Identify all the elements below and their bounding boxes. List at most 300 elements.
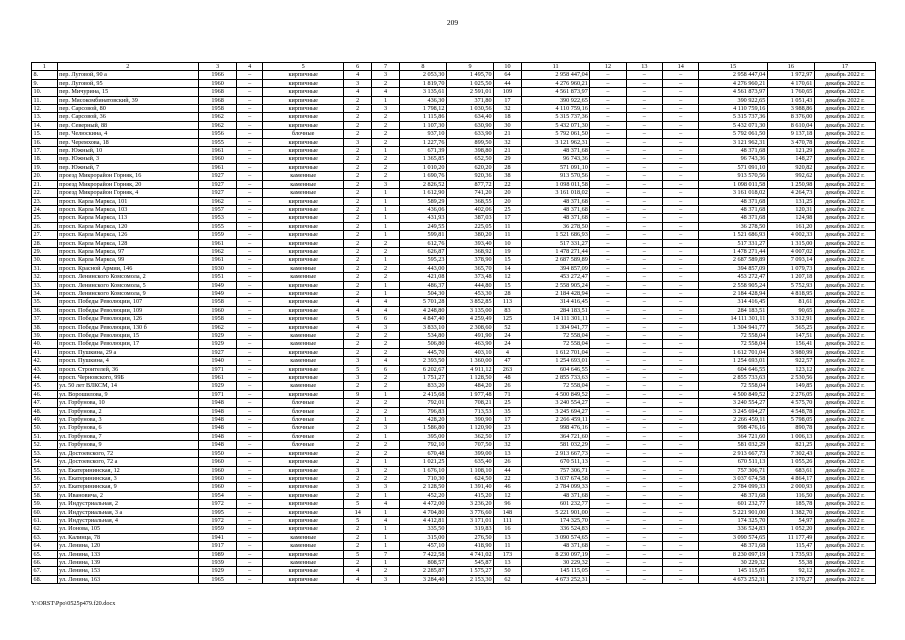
column-number-13: 13 [626,63,662,71]
table-cell-col-6: 4 [344,306,372,314]
table-cell-col-9: 634,40 [446,113,493,121]
table-cell-col-17: декабрь 2022 г. [814,189,875,197]
table-cell-col-4: – [237,306,263,314]
table-cell-col-8: 335,50 [399,525,446,533]
table-cell-col-8: 315,00 [399,533,446,541]
table-cell-col-9: 453,30 [446,289,493,297]
table-cell-col-14: – [663,256,699,264]
table-cell-col-4: – [237,163,263,171]
table-cell-col-4: – [237,466,263,474]
table-cell-col-17: декабрь 2022 г. [814,105,875,113]
table-cell-col-11: 4 500 849,52 [521,390,589,398]
table-row [32,105,876,113]
table-cell-col-8: 796,83 [399,407,446,415]
table-cell-col-17: декабрь 2022 г. [814,449,875,457]
table-cell-col-9: 713,53 [446,407,493,415]
table-cell-col-13: – [626,516,662,524]
table-cell-col-12: – [590,231,626,239]
table-cell-col-5: каменные [263,189,344,197]
table-cell-col-10: 44 [494,79,522,87]
table-cell-col-4: – [237,155,263,163]
table-cell-col-9: 402,06 [446,205,493,213]
table-cell-col-14: – [663,575,699,583]
table-cell-col-1: 24. [32,205,58,213]
table-cell-col-14: – [663,474,699,482]
table-cell-col-4: – [237,407,263,415]
table-row [32,155,876,163]
table-cell-col-2: ул. Достоевского, 72 [57,449,198,457]
table-cell-col-5: кирпичные [263,483,344,491]
table-cell-col-7: 3 [372,323,400,331]
table-cell-col-6: 2 [344,332,372,340]
table-cell-col-15: 913 570,56 [699,172,767,180]
table-cell-col-11: 48 371,68 [521,491,589,499]
table-cell-col-3: 1929 [198,382,237,390]
table-cell-col-8: 2 053,30 [399,71,446,79]
table-cell-col-15: 5 432 071,30 [699,121,767,129]
table-cell-col-5: блочные [263,130,344,138]
table-cell-col-1: 63. [32,533,58,541]
table-cell-col-13: – [626,382,662,390]
table-cell-col-10: 30 [494,121,522,129]
table-cell-col-11: 48 371,68 [521,214,589,222]
table-cell-col-15: 96 743,36 [699,155,767,163]
table-cell-col-10: 11 [494,222,522,230]
table-cell-col-3: 1927 [198,180,237,188]
table-cell-col-10: 48 [494,374,522,382]
table-cell-col-7: 2 [372,449,400,457]
table-cell-col-2: пер. Черемхова, 18 [57,138,198,146]
table-cell-col-3: 1960 [198,155,237,163]
table-cell-col-8: 428,20 [399,416,446,424]
table-cell-col-10: 24 [494,332,522,340]
table-row [32,315,876,323]
table-cell-col-4: – [237,205,263,213]
table-cell-col-13: – [626,441,662,449]
table-cell-col-7: 2 [372,399,400,407]
table-cell-col-16: 2 000,93 [767,483,814,491]
table-cell-col-16: 3 988,86 [767,105,814,113]
table-cell-col-4: – [237,382,263,390]
table-cell-col-17: декабрь 2022 г. [814,130,875,138]
table-cell-col-10: 96 [494,500,522,508]
table-cell-col-8: 4 248,80 [399,306,446,314]
table-row [32,231,876,239]
table-cell-col-17: декабрь 2022 г. [814,550,875,558]
table-cell-col-6: 2 [344,256,372,264]
table-cell-col-14: – [663,113,699,121]
table-cell-col-11: 998 476,16 [521,424,589,432]
table-cell-col-15: 1 304 941,77 [699,323,767,331]
table-cell-col-14: – [663,163,699,171]
table-cell-col-2: ул. Горбунова, 2 [57,407,198,415]
table-cell-col-17: декабрь 2022 г. [814,155,875,163]
table-row [32,281,876,289]
table-cell-col-12: – [590,558,626,566]
table-cell-col-11: 4 561 873,97 [521,88,589,96]
table-cell-col-5: кирпичные [263,458,344,466]
table-cell-col-11: 314 416,45 [521,298,589,306]
table-cell-col-13: – [626,575,662,583]
table-cell-col-4: – [237,340,263,348]
table-cell-col-14: – [663,500,699,508]
table-cell-col-9: 484,20 [446,382,493,390]
table-cell-col-1: 67. [32,567,58,575]
table-cell-col-11: 1 304 941,77 [521,323,589,331]
table-cell-col-16: 1 052,20 [767,525,814,533]
table-cell-col-10: 17 [494,96,522,104]
table-cell-col-15: 2 784 099,33 [699,483,767,491]
table-cell-col-13: – [626,390,662,398]
table-cell-col-11: 517 331,27 [521,239,589,247]
table-cell-col-1: 64. [32,542,58,550]
table-cell-col-16: 821,25 [767,441,814,449]
table-cell-col-6: 5 [344,550,372,558]
table-cell-col-13: – [626,71,662,79]
table-cell-col-4: – [237,147,263,155]
table-cell-col-1: 40. [32,340,58,348]
table-row [32,306,876,314]
table-cell-col-9: 1 977,48 [446,390,493,398]
table-cell-col-14: – [663,525,699,533]
table-cell-col-11: 72 558,04 [521,382,589,390]
table-cell-col-7: 1 [372,222,400,230]
table-cell-col-15: 145 115,05 [699,567,767,575]
table-cell-col-15: 757 306,71 [699,466,767,474]
table-cell-col-3: 1965 [198,575,237,583]
table-cell-col-9: 491,90 [446,332,493,340]
table-cell-col-4: – [237,315,263,323]
column-number-6: 6 [344,63,372,71]
table-cell-col-12: – [590,348,626,356]
table-cell-col-6: 2 [344,542,372,550]
table-cell-col-16: 5 798,05 [767,416,814,424]
table-cell-col-2: пер. Южный, 3 [57,155,198,163]
table-cell-col-14: – [663,374,699,382]
table-cell-col-1: 38. [32,323,58,331]
table-cell-col-10: 50 [494,567,522,575]
table-cell-col-4: – [237,390,263,398]
table-cell-col-1: 35. [32,298,58,306]
table-cell-col-10: 15 [494,281,522,289]
table-row [32,264,876,272]
table-cell-col-4: – [237,575,263,583]
table-cell-col-3: 1989 [198,550,237,558]
table-cell-col-7: 6 [372,365,400,373]
table-row [32,113,876,121]
table-cell-col-5: кирпичные [263,374,344,382]
table-cell-col-14: – [663,88,699,96]
table-cell-col-16: 3 980,99 [767,348,814,356]
table-cell-col-3: 1948 [198,441,237,449]
table-cell-col-7: 1 [372,491,400,499]
table-cell-col-12: – [590,491,626,499]
table-cell-col-12: – [590,374,626,382]
table-cell-col-12: – [590,256,626,264]
table-cell-col-15: 3 090 574,65 [699,533,767,541]
table-cell-col-15: 314 416,45 [699,298,767,306]
table-cell-col-9: 1 360,00 [446,357,493,365]
table-cell-col-7: 2 [372,239,400,247]
table-cell-col-1: 43. [32,365,58,373]
table-cell-col-2: пер. Сарсовой, 80 [57,105,198,113]
table-cell-col-2: ул. Достоевского, 72 а [57,458,198,466]
table-cell-col-11: 3 121 962,31 [521,138,589,146]
table-cell-col-4: – [237,399,263,407]
table-cell-col-12: – [590,449,626,457]
column-number-5: 5 [263,63,344,71]
table-cell-col-9: 276,50 [446,533,493,541]
table-cell-col-12: – [590,332,626,340]
table-cell-col-17: декабрь 2022 г. [814,399,875,407]
table-cell-col-14: – [663,71,699,79]
table-cell-col-12: – [590,96,626,104]
table-cell-col-15: 4 673 252,31 [699,575,767,583]
table-cell-col-17: декабрь 2022 г. [814,533,875,541]
table-cell-col-4: – [237,365,263,373]
table-cell-col-3: 1960 [198,483,237,491]
table-cell-col-14: – [663,298,699,306]
table-cell-col-2: просп. Карла Маркса, 97 [57,247,198,255]
table-cell-col-6: 2 [344,222,372,230]
table-cell-col-17: декабрь 2022 г. [814,390,875,398]
table-cell-col-7: 1 [372,525,400,533]
table-cell-col-4: – [237,222,263,230]
table-cell-col-12: – [590,88,626,96]
table-cell-col-4: – [237,289,263,297]
table-cell-col-4: – [237,357,263,365]
table-cell-col-6: 2 [344,205,372,213]
table-cell-col-1: 50. [32,424,58,432]
table-cell-col-14: – [663,340,699,348]
table-cell-col-15: 1 612 701,04 [699,348,767,356]
table-cell-col-2: ул. Ленина, 153 [57,567,198,575]
table-cell-col-13: – [626,340,662,348]
table-cell-col-4: – [237,416,263,424]
table-cell-col-5: кирпичные [263,197,344,205]
table-cell-col-11: 3 161 018,02 [521,189,589,197]
table-cell-col-6: 3 [344,374,372,382]
table-cell-col-7: 3 [372,575,400,583]
table-cell-col-2: ул. Горбунова, 9 [57,441,198,449]
table-cell-col-4: – [237,533,263,541]
table-cell-col-11: 14 111 301,11 [521,315,589,323]
table-cell-col-15: 4 110 759,16 [699,105,767,113]
table-cell-col-4: – [237,441,263,449]
table-cell-col-12: – [590,550,626,558]
table-cell-col-4: – [237,432,263,440]
table-row [32,508,876,516]
table-cell-col-5: кирпичные [263,550,344,558]
table-cell-col-13: – [626,474,662,482]
table-cell-col-6: 2 [344,163,372,171]
table-cell-col-1: 25. [32,214,58,222]
table-cell-col-17: декабрь 2022 г. [814,96,875,104]
table-cell-col-6: 5 [344,500,372,508]
table-cell-col-17: декабрь 2022 г. [814,205,875,213]
table-row [32,458,876,466]
table-cell-col-17: декабрь 2022 г. [814,273,875,281]
table-cell-col-17: декабрь 2022 г. [814,357,875,365]
table-cell-col-2: просп. Ленинского Комсомола, 9 [57,289,198,297]
table-cell-col-17: декабрь 2022 г. [814,315,875,323]
table-cell-col-5: кирпичные [263,474,344,482]
table-cell-col-15: 2 558 905,24 [699,281,767,289]
column-number-4: 4 [237,63,263,71]
table-cell-col-1: 44. [32,374,58,382]
table-cell-col-6: 4 [344,323,372,331]
table-cell-col-10: 148 [494,508,522,516]
table-cell-col-6: 3 [344,483,372,491]
table-cell-col-4: – [237,256,263,264]
table-cell-col-1: 13. [32,113,58,121]
table-cell-col-5: кирпичные [263,214,344,222]
table-cell-col-4: – [237,281,263,289]
table-cell-col-16: 2 170,27 [767,575,814,583]
table-cell-col-10: 10 [494,239,522,247]
table-cell-col-10: 125 [494,315,522,323]
table-cell-col-2: просп. Карла Маркса, 113 [57,214,198,222]
table-row [32,365,876,373]
table-cell-col-17: декабрь 2022 г. [814,113,875,121]
table-cell-col-3: 1950 [198,449,237,457]
table-cell-col-8: 671,39 [399,147,446,155]
table-cell-col-14: – [663,449,699,457]
table-row [32,130,876,138]
table-cell-col-14: – [663,567,699,575]
table-cell-col-12: – [590,113,626,121]
table-cell-col-6: 2 [344,348,372,356]
table-cell-col-14: – [663,289,699,297]
table-cell-col-17: декабрь 2022 г. [814,508,875,516]
table-cell-col-10: 26 [494,458,522,466]
table-cell-col-17: декабрь 2022 г. [814,121,875,129]
table-cell-col-14: – [663,239,699,247]
table-cell-col-9: 707,50 [446,441,493,449]
table-cell-col-13: – [626,96,662,104]
table-cell-col-6: 3 [344,466,372,474]
table-cell-col-4: – [237,558,263,566]
table-cell-col-11: 5 315 737,36 [521,113,589,121]
table-row [32,558,876,566]
table-row [32,348,876,356]
table-cell-col-1: 26. [32,222,58,230]
table-cell-col-3: 1962 [198,121,237,129]
table-cell-col-4: – [237,197,263,205]
table-cell-col-10: 52 [494,323,522,331]
table-cell-col-10: 263 [494,365,522,373]
table-cell-col-5: кирпичные [263,79,344,87]
table-cell-col-16: 4 818,95 [767,289,814,297]
table-cell-col-6: 4 [344,575,372,583]
table-cell-col-15: 571 091,10 [699,163,767,171]
table-cell-col-12: – [590,121,626,129]
table-cell-col-10: 46 [494,483,522,491]
table-cell-col-11: 4 673 252,31 [521,575,589,583]
table-cell-col-3: 1929 [198,332,237,340]
table-cell-col-13: – [626,197,662,205]
table-cell-col-8: 4 704,80 [399,508,446,516]
table-cell-col-10: 28 [494,163,522,171]
table-cell-col-5: блочные [263,432,344,440]
table-cell-col-11: 2 855 733,63 [521,374,589,382]
table-cell-col-5: каменные [263,180,344,188]
table-cell-col-7: 1 [372,256,400,264]
table-cell-col-9: 3 236,20 [446,500,493,508]
table-cell-col-8: 5 701,28 [399,298,446,306]
table-cell-col-3: 1930 [198,264,237,272]
table-cell-col-16: 1 207,18 [767,273,814,281]
table-cell-col-8: 1 365,85 [399,155,446,163]
table-cell-col-13: – [626,205,662,213]
table-cell-col-9: 373,48 [446,273,493,281]
table-cell-col-15: 174 325,70 [699,516,767,524]
table-row [32,525,876,533]
table-cell-col-7: 4 [372,516,400,524]
table-cell-col-7: 3 [372,180,400,188]
table-cell-col-13: – [626,172,662,180]
table-cell-col-15: 390 922,65 [699,96,767,104]
table-cell-col-11: 2 184 428,94 [521,289,589,297]
table-cell-col-12: – [590,516,626,524]
table-cell-col-3: 1929 [198,567,237,575]
table-cell-col-9: 390,90 [446,416,493,424]
table-cell-col-15: 3 245 694,27 [699,407,767,415]
table-cell-col-14: – [663,264,699,272]
table-cell-col-15: 1 478 271,44 [699,247,767,255]
table-cell-col-2: просп. Карла Маркса, 103 [57,205,198,213]
table-cell-col-6: 5 [344,365,372,373]
table-cell-col-5: блочные [263,424,344,432]
table-cell-col-2: просп. Победы Революции, 109 [57,306,198,314]
table-cell-col-9: 393,40 [446,239,493,247]
table-cell-col-7: 1 [372,96,400,104]
table-cell-col-16: 890,78 [767,424,814,432]
table-cell-col-17: декабрь 2022 г. [814,458,875,466]
table-cell-col-15: 5 315 737,36 [699,113,767,121]
table-cell-col-7: 2 [372,155,400,163]
column-number-14: 14 [663,63,699,71]
table-cell-col-4: – [237,332,263,340]
table-cell-col-14: – [663,197,699,205]
table-cell-col-7: 1 [372,508,400,516]
table-cell-col-5: кирпичные [263,491,344,499]
table-row [32,79,876,87]
table-cell-col-11: 581 032,29 [521,441,589,449]
table-cell-col-4: – [237,189,263,197]
table-cell-col-16: 1 382,70 [767,508,814,516]
table-cell-col-16: 1 735,93 [767,550,814,558]
table-cell-col-6: 2 [344,197,372,205]
table-cell-col-8: 589,29 [399,197,446,205]
table-cell-col-11: 36 278,50 [521,222,589,230]
table-cell-col-16: 123,12 [767,365,814,373]
table-cell-col-12: – [590,466,626,474]
table-cell-col-4: – [237,273,263,281]
table-cell-col-6: 2 [344,441,372,449]
table-cell-col-1: 22. [32,189,58,197]
table-cell-col-5: кирпичные [263,281,344,289]
table-cell-col-13: – [626,558,662,566]
table-cell-col-1: 34. [32,289,58,297]
table-cell-col-8: 1 798,12 [399,105,446,113]
table-cell-col-5: кирпичные [263,390,344,398]
table-row [32,340,876,348]
table-cell-col-2: просп. Карла Маркса, 126 [57,231,198,239]
table-cell-col-15: 453 272,47 [699,273,767,281]
table-cell-col-8: 792,10 [399,441,446,449]
table-cell-col-3: 1960 [198,306,237,314]
